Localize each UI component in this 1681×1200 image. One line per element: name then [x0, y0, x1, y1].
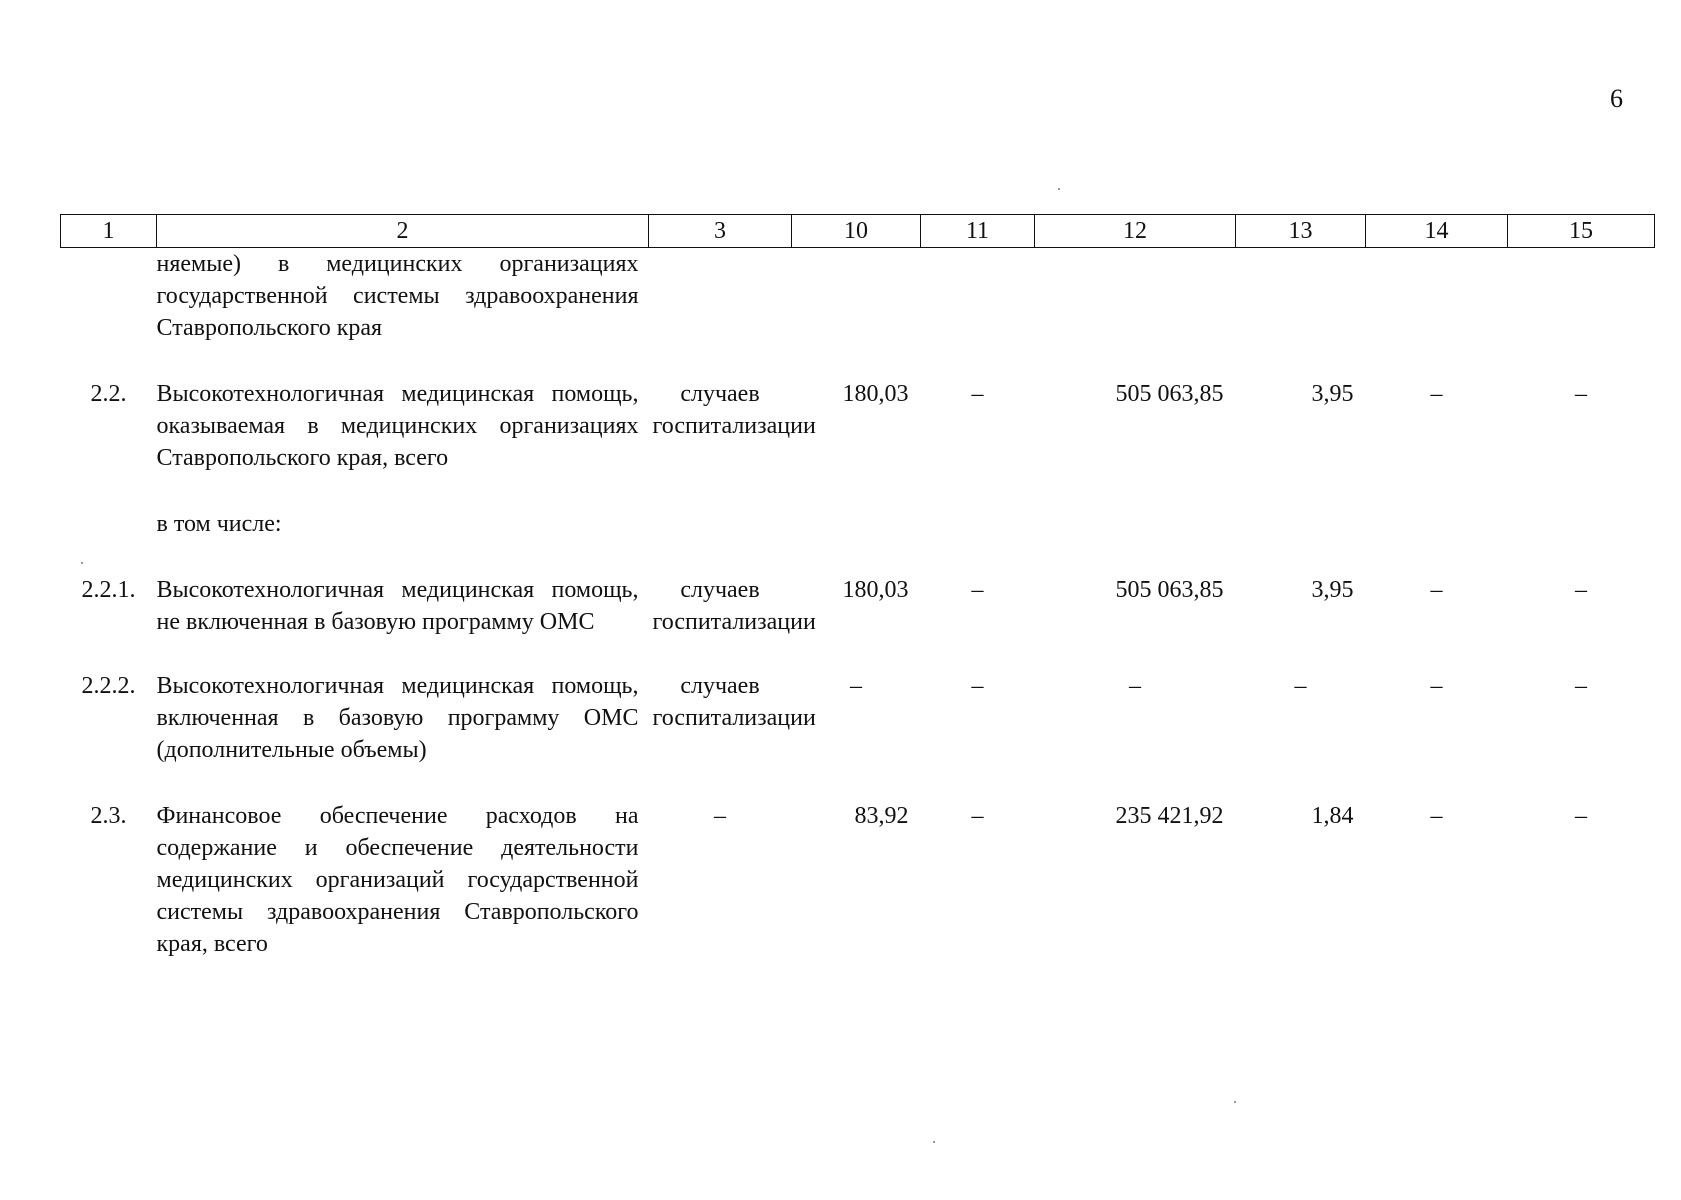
header-col-1: 1 [61, 215, 157, 248]
row-number [61, 474, 157, 540]
continuation-row [61, 248, 1655, 345]
row-number: 2.2.2. [81, 673, 136, 699]
row-col-15 [1508, 474, 1655, 540]
row-col-15: – [1575, 577, 1587, 603]
row-name: Высокотехнологичная медицинская помощь, не включенная в базовую программу ОМС [156, 577, 639, 635]
header-col-11: 11 [921, 215, 1035, 248]
row-col-14: – [1430, 673, 1443, 699]
row-col-14: – [1430, 803, 1443, 829]
row-unit: случаев госпитализации [652, 577, 816, 635]
row-col-11: – [971, 803, 984, 829]
row-unit: случаев госпитализации [652, 381, 816, 439]
table-row [61, 638, 1655, 766]
row-col-13: 1,84 [1311, 803, 1354, 829]
row-col-14 [1366, 474, 1508, 540]
continuation-text: няемые) в медицинских организациях государственной системы здравоохранения Ставропольского края [156, 251, 639, 341]
row-col-15: – [1575, 803, 1587, 829]
row-col-13: 3,95 [1311, 577, 1354, 603]
row-col-10: – [850, 673, 862, 699]
scan-speck [1234, 1101, 1236, 1103]
row-number: 2.2. [90, 381, 127, 407]
row-number: 2.2.1. [81, 577, 136, 603]
row-unit: случаев госпитализации [652, 673, 816, 731]
scan-speck [81, 562, 83, 564]
row-name: Высокотехнологичная медицинская помощь, оказываемая в медицинских организациях Ставропольского края, всего [156, 381, 639, 471]
row-col-11: – [971, 381, 984, 407]
row-name: Финансовое обеспечение расходов на содержание и обеспечение деятельности медицинских организаций государственной системы здравоохранения Ставропольского края, всего [156, 803, 639, 957]
row-col-11: – [971, 577, 984, 603]
table-row [61, 540, 1655, 638]
data-table [60, 214, 1655, 960]
row-col-11: – [971, 673, 984, 699]
row-col-13 [1236, 474, 1366, 540]
table-row [61, 344, 1655, 474]
row-col-10: 180,03 [842, 577, 909, 603]
header-col-12: 12 [1035, 215, 1236, 248]
row-col-12 [1035, 474, 1236, 540]
row-col-11 [921, 474, 1035, 540]
row-col-14: – [1430, 381, 1443, 407]
header-col-14: 14 [1366, 215, 1508, 248]
row-name: в том числе: [156, 511, 282, 537]
row-col-10: 180,03 [842, 381, 909, 407]
header-col-3: 3 [649, 215, 792, 248]
scan-speck [1058, 188, 1060, 190]
header-col-13: 13 [1236, 215, 1366, 248]
header-col-15: 15 [1508, 215, 1655, 248]
header-col-10: 10 [792, 215, 921, 248]
row-col-14: – [1430, 577, 1443, 603]
row-col-13: 3,95 [1311, 381, 1354, 407]
row-col-10 [792, 474, 921, 540]
row-col-15: – [1575, 381, 1587, 407]
row-number: 2.3. [90, 803, 127, 829]
row-unit: – [714, 803, 726, 829]
row-unit [649, 474, 792, 540]
table-row [61, 766, 1655, 960]
scan-speck [933, 1141, 935, 1143]
row-col-12: 505 063,85 [1115, 381, 1224, 407]
table-row [61, 474, 1655, 540]
header-row [61, 215, 1655, 248]
row-name: Высокотехнологичная медицинская помощь, включенная в базовую программу ОМС (дополнительные объемы) [156, 673, 639, 763]
row-col-10: 83,92 [854, 803, 909, 829]
header-col-2: 2 [157, 215, 649, 248]
row-col-12: – [1129, 673, 1141, 699]
row-col-12: 505 063,85 [1115, 577, 1224, 603]
row-col-13: – [1294, 673, 1307, 699]
row-col-12: 235 421,92 [1115, 803, 1224, 829]
row-col-15: – [1575, 673, 1587, 699]
page-number: 6 [1610, 84, 1623, 113]
